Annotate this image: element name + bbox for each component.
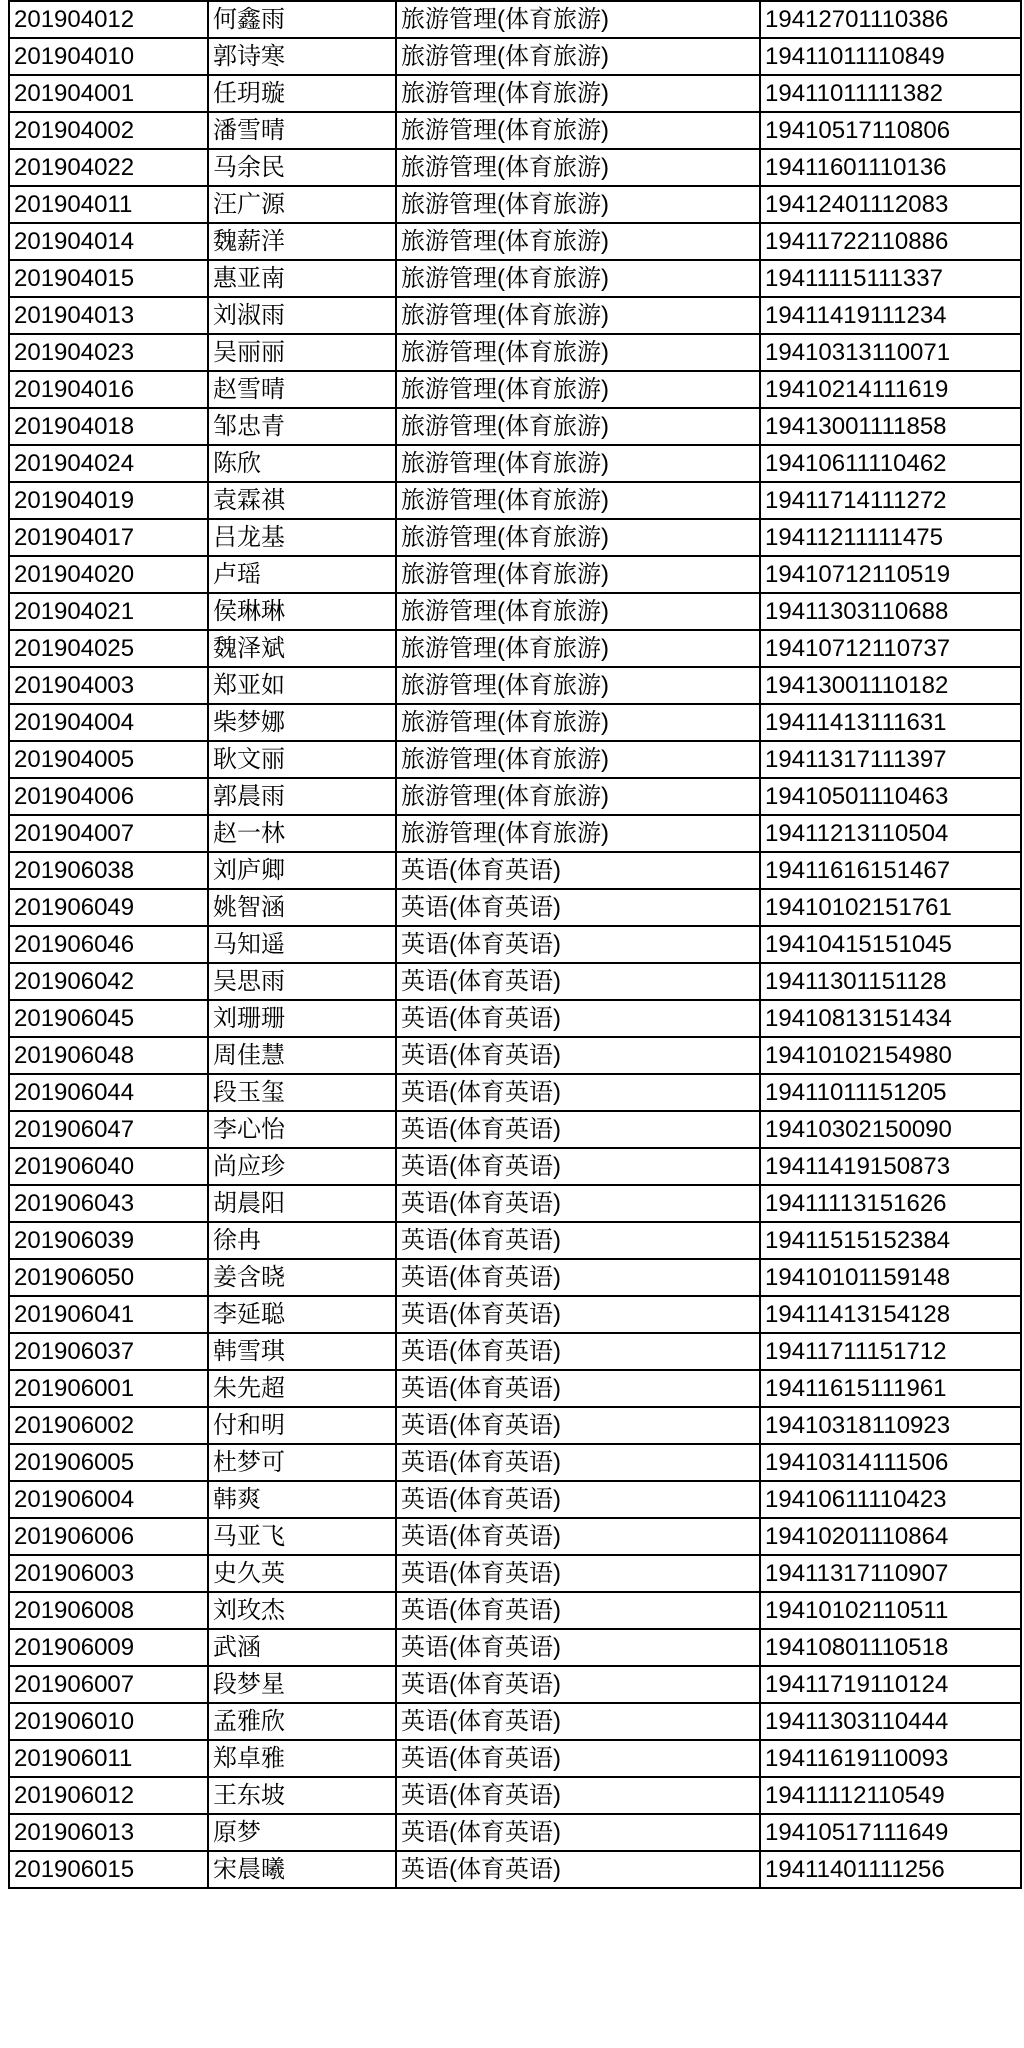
student-name-cell: 武涵 bbox=[208, 1629, 396, 1666]
major-cell: 英语(体育英语) bbox=[396, 1851, 760, 1888]
student-id-cell: 201906001 bbox=[9, 1370, 208, 1407]
major-cell: 英语(体育英语) bbox=[396, 1259, 760, 1296]
exam-number-cell: 19412401112083 bbox=[760, 186, 1021, 223]
exam-number-cell: 19411722110886 bbox=[760, 223, 1021, 260]
student-id-cell: 201904004 bbox=[9, 704, 208, 741]
exam-number-cell: 19411303110688 bbox=[760, 593, 1021, 630]
exam-number-cell: 19411317111397 bbox=[760, 741, 1021, 778]
student-name-cell: 姜含晓 bbox=[208, 1259, 396, 1296]
major-cell: 英语(体育英语) bbox=[396, 1666, 760, 1703]
table-row bbox=[9, 1666, 1021, 1703]
major-cell: 英语(体育英语) bbox=[396, 889, 760, 926]
student-name-cell: 孟雅欣 bbox=[208, 1703, 396, 1740]
exam-number-cell: 19411211111475 bbox=[760, 519, 1021, 556]
major-cell: 英语(体育英语) bbox=[396, 1370, 760, 1407]
major-cell: 英语(体育英语) bbox=[396, 1777, 760, 1814]
student-id-cell: 201904005 bbox=[9, 741, 208, 778]
exam-number-cell: 19411011110849 bbox=[760, 38, 1021, 75]
major-cell: 英语(体育英语) bbox=[396, 1814, 760, 1851]
major-cell: 英语(体育英语) bbox=[396, 1185, 760, 1222]
major-cell: 旅游管理(体育旅游) bbox=[396, 741, 760, 778]
exam-number-cell: 19411115111337 bbox=[760, 260, 1021, 297]
student-name-cell: 杜梦可 bbox=[208, 1444, 396, 1481]
major-cell: 旅游管理(体育旅游) bbox=[396, 519, 760, 556]
exam-number-cell: 19410101159148 bbox=[760, 1259, 1021, 1296]
exam-number-cell: 19411711151712 bbox=[760, 1333, 1021, 1370]
student-id-cell: 201906047 bbox=[9, 1111, 208, 1148]
major-cell: 旅游管理(体育旅游) bbox=[396, 704, 760, 741]
major-cell: 英语(体育英语) bbox=[396, 1444, 760, 1481]
table-row bbox=[9, 778, 1021, 815]
exam-number-cell: 19411401111256 bbox=[760, 1851, 1021, 1888]
exam-number-cell: 19410611110423 bbox=[760, 1481, 1021, 1518]
student-name-cell: 韩爽 bbox=[208, 1481, 396, 1518]
student-name-cell: 韩雪琪 bbox=[208, 1333, 396, 1370]
student-id-cell: 201906039 bbox=[9, 1222, 208, 1259]
major-cell: 旅游管理(体育旅游) bbox=[396, 297, 760, 334]
exam-number-cell: 19411317110907 bbox=[760, 1555, 1021, 1592]
student-name-cell: 朱先超 bbox=[208, 1370, 396, 1407]
major-cell: 英语(体育英语) bbox=[396, 1740, 760, 1777]
table-row bbox=[9, 75, 1021, 112]
major-cell: 英语(体育英语) bbox=[396, 926, 760, 963]
major-cell: 旅游管理(体育旅游) bbox=[396, 75, 760, 112]
exam-number-cell: 19411113151626 bbox=[760, 1185, 1021, 1222]
exam-number-cell: 19411011111382 bbox=[760, 75, 1021, 112]
student-id-cell: 201904019 bbox=[9, 482, 208, 519]
table-row bbox=[9, 1111, 1021, 1148]
major-cell: 英语(体育英语) bbox=[396, 1333, 760, 1370]
exam-number-cell: 19410314111506 bbox=[760, 1444, 1021, 1481]
table-row bbox=[9, 445, 1021, 482]
major-cell: 英语(体育英语) bbox=[396, 963, 760, 1000]
student-name-cell: 卢瑶 bbox=[208, 556, 396, 593]
exam-number-cell: 19410501110463 bbox=[760, 778, 1021, 815]
table-row bbox=[9, 223, 1021, 260]
student-id-cell: 201904006 bbox=[9, 778, 208, 815]
major-cell: 旅游管理(体育旅游) bbox=[396, 445, 760, 482]
exam-number-cell: 19411601110136 bbox=[760, 149, 1021, 186]
roster-body bbox=[9, 1, 1021, 1888]
exam-number-cell: 19410611110462 bbox=[760, 445, 1021, 482]
exam-number-cell: 19413001110182 bbox=[760, 667, 1021, 704]
table-row bbox=[9, 38, 1021, 75]
major-cell: 英语(体育英语) bbox=[396, 1296, 760, 1333]
table-row bbox=[9, 1185, 1021, 1222]
major-cell: 旅游管理(体育旅游) bbox=[396, 371, 760, 408]
student-name-cell: 段玉玺 bbox=[208, 1074, 396, 1111]
student-id-cell: 201906043 bbox=[9, 1185, 208, 1222]
table-row bbox=[9, 1000, 1021, 1037]
major-cell: 英语(体育英语) bbox=[396, 1592, 760, 1629]
table-row bbox=[9, 112, 1021, 149]
table-row bbox=[9, 1592, 1021, 1629]
table-row bbox=[9, 852, 1021, 889]
table-row bbox=[9, 1, 1021, 38]
major-cell: 英语(体育英语) bbox=[396, 1148, 760, 1185]
student-id-cell: 201904014 bbox=[9, 223, 208, 260]
student-name-cell: 袁霖祺 bbox=[208, 482, 396, 519]
table-row bbox=[9, 149, 1021, 186]
student-name-cell: 郑亚如 bbox=[208, 667, 396, 704]
student-id-cell: 201906048 bbox=[9, 1037, 208, 1074]
student-name-cell: 汪广源 bbox=[208, 186, 396, 223]
exam-number-cell: 19411615111961 bbox=[760, 1370, 1021, 1407]
table-row bbox=[9, 1407, 1021, 1444]
student-id-cell: 201904025 bbox=[9, 630, 208, 667]
exam-number-cell: 19411112110549 bbox=[760, 1777, 1021, 1814]
table-row bbox=[9, 1148, 1021, 1185]
major-cell: 英语(体育英语) bbox=[396, 1037, 760, 1074]
student-name-cell: 刘庐卿 bbox=[208, 852, 396, 889]
student-name-cell: 吴思雨 bbox=[208, 963, 396, 1000]
major-cell: 旅游管理(体育旅游) bbox=[396, 334, 760, 371]
exam-number-cell: 19410302150090 bbox=[760, 1111, 1021, 1148]
student-name-cell: 赵雪晴 bbox=[208, 371, 396, 408]
table-row bbox=[9, 519, 1021, 556]
student-id-cell: 201904024 bbox=[9, 445, 208, 482]
student-roster-table bbox=[8, 0, 1022, 1889]
exam-number-cell: 19410415151045 bbox=[760, 926, 1021, 963]
exam-number-cell: 19410517111649 bbox=[760, 1814, 1021, 1851]
student-name-cell: 何鑫雨 bbox=[208, 1, 396, 38]
table-row bbox=[9, 926, 1021, 963]
table-row bbox=[9, 260, 1021, 297]
table-row bbox=[9, 186, 1021, 223]
student-id-cell: 201906009 bbox=[9, 1629, 208, 1666]
table-row bbox=[9, 1777, 1021, 1814]
student-id-cell: 201906010 bbox=[9, 1703, 208, 1740]
exam-number-cell: 19410313110071 bbox=[760, 334, 1021, 371]
table-row bbox=[9, 482, 1021, 519]
exam-number-cell: 19411413154128 bbox=[760, 1296, 1021, 1333]
student-id-cell: 201906049 bbox=[9, 889, 208, 926]
major-cell: 英语(体育英语) bbox=[396, 1222, 760, 1259]
student-id-cell: 201906007 bbox=[9, 1666, 208, 1703]
student-id-cell: 201904007 bbox=[9, 815, 208, 852]
major-cell: 旅游管理(体育旅游) bbox=[396, 556, 760, 593]
exam-number-cell: 19410102151761 bbox=[760, 889, 1021, 926]
student-id-cell: 201904018 bbox=[9, 408, 208, 445]
student-id-cell: 201904022 bbox=[9, 149, 208, 186]
exam-number-cell: 19410712110737 bbox=[760, 630, 1021, 667]
student-id-cell: 201904002 bbox=[9, 112, 208, 149]
student-name-cell: 刘淑雨 bbox=[208, 297, 396, 334]
table-row bbox=[9, 963, 1021, 1000]
exam-number-cell: 19411011151205 bbox=[760, 1074, 1021, 1111]
table-row bbox=[9, 1037, 1021, 1074]
exam-number-cell: 19411714111272 bbox=[760, 482, 1021, 519]
student-name-cell: 李延聪 bbox=[208, 1296, 396, 1333]
student-name-cell: 潘雪晴 bbox=[208, 112, 396, 149]
table-row bbox=[9, 1740, 1021, 1777]
student-id-cell: 201904003 bbox=[9, 667, 208, 704]
exam-number-cell: 19411719110124 bbox=[760, 1666, 1021, 1703]
major-cell: 英语(体育英语) bbox=[396, 1000, 760, 1037]
major-cell: 旅游管理(体育旅游) bbox=[396, 186, 760, 223]
exam-number-cell: 19411419111234 bbox=[760, 297, 1021, 334]
student-name-cell: 陈欣 bbox=[208, 445, 396, 482]
student-name-cell: 刘玫杰 bbox=[208, 1592, 396, 1629]
major-cell: 英语(体育英语) bbox=[396, 1074, 760, 1111]
exam-number-cell: 19411213110504 bbox=[760, 815, 1021, 852]
table-row bbox=[9, 667, 1021, 704]
student-name-cell: 付和明 bbox=[208, 1407, 396, 1444]
student-id-cell: 201904021 bbox=[9, 593, 208, 630]
student-id-cell: 201906046 bbox=[9, 926, 208, 963]
student-name-cell: 魏泽斌 bbox=[208, 630, 396, 667]
student-id-cell: 201906003 bbox=[9, 1555, 208, 1592]
student-id-cell: 201904001 bbox=[9, 75, 208, 112]
major-cell: 旅游管理(体育旅游) bbox=[396, 38, 760, 75]
student-name-cell: 马余民 bbox=[208, 149, 396, 186]
table-row bbox=[9, 1629, 1021, 1666]
table-row bbox=[9, 630, 1021, 667]
table-row bbox=[9, 593, 1021, 630]
student-id-cell: 201906012 bbox=[9, 1777, 208, 1814]
student-name-cell: 刘珊珊 bbox=[208, 1000, 396, 1037]
table-row bbox=[9, 1518, 1021, 1555]
major-cell: 英语(体育英语) bbox=[396, 1407, 760, 1444]
student-id-cell: 201904013 bbox=[9, 297, 208, 334]
major-cell: 旅游管理(体育旅游) bbox=[396, 482, 760, 519]
exam-number-cell: 19411619110093 bbox=[760, 1740, 1021, 1777]
exam-number-cell: 19411616151467 bbox=[760, 852, 1021, 889]
student-name-cell: 吴丽丽 bbox=[208, 334, 396, 371]
student-id-cell: 201906005 bbox=[9, 1444, 208, 1481]
student-name-cell: 马知遥 bbox=[208, 926, 396, 963]
student-name-cell: 邹忠青 bbox=[208, 408, 396, 445]
student-name-cell: 魏薪洋 bbox=[208, 223, 396, 260]
student-id-cell: 201906040 bbox=[9, 1148, 208, 1185]
student-name-cell: 侯琳琳 bbox=[208, 593, 396, 630]
table-row bbox=[9, 1222, 1021, 1259]
table-row bbox=[9, 556, 1021, 593]
major-cell: 旅游管理(体育旅游) bbox=[396, 778, 760, 815]
exam-number-cell: 19410102110511 bbox=[760, 1592, 1021, 1629]
table-row bbox=[9, 1259, 1021, 1296]
major-cell: 英语(体育英语) bbox=[396, 1111, 760, 1148]
student-id-cell: 201904015 bbox=[9, 260, 208, 297]
student-name-cell: 吕龙基 bbox=[208, 519, 396, 556]
student-id-cell: 201906038 bbox=[9, 852, 208, 889]
major-cell: 英语(体育英语) bbox=[396, 852, 760, 889]
student-id-cell: 201904010 bbox=[9, 38, 208, 75]
table-row bbox=[9, 889, 1021, 926]
major-cell: 英语(体育英语) bbox=[396, 1481, 760, 1518]
exam-number-cell: 19410102154980 bbox=[760, 1037, 1021, 1074]
major-cell: 旅游管理(体育旅游) bbox=[396, 630, 760, 667]
exam-number-cell: 19410318110923 bbox=[760, 1407, 1021, 1444]
student-id-cell: 201904017 bbox=[9, 519, 208, 556]
student-name-cell: 赵一林 bbox=[208, 815, 396, 852]
table-row bbox=[9, 1074, 1021, 1111]
exam-number-cell: 19410201110864 bbox=[760, 1518, 1021, 1555]
major-cell: 旅游管理(体育旅游) bbox=[396, 112, 760, 149]
major-cell: 旅游管理(体育旅游) bbox=[396, 408, 760, 445]
student-name-cell: 尚应珍 bbox=[208, 1148, 396, 1185]
student-name-cell: 惠亚南 bbox=[208, 260, 396, 297]
table-row bbox=[9, 1296, 1021, 1333]
table-row bbox=[9, 1481, 1021, 1518]
table-row bbox=[9, 741, 1021, 778]
student-id-cell: 201904016 bbox=[9, 371, 208, 408]
student-name-cell: 姚智涵 bbox=[208, 889, 396, 926]
exam-number-cell: 19413001111858 bbox=[760, 408, 1021, 445]
major-cell: 英语(体育英语) bbox=[396, 1703, 760, 1740]
student-id-cell: 201906004 bbox=[9, 1481, 208, 1518]
student-id-cell: 201906015 bbox=[9, 1851, 208, 1888]
student-name-cell: 宋晨曦 bbox=[208, 1851, 396, 1888]
student-name-cell: 郭晨雨 bbox=[208, 778, 396, 815]
exam-number-cell: 19411419150873 bbox=[760, 1148, 1021, 1185]
exam-number-cell: 19411515152384 bbox=[760, 1222, 1021, 1259]
student-id-cell: 201906037 bbox=[9, 1333, 208, 1370]
student-name-cell: 李心怡 bbox=[208, 1111, 396, 1148]
table-row bbox=[9, 334, 1021, 371]
major-cell: 旅游管理(体育旅游) bbox=[396, 1, 760, 38]
exam-number-cell: 19410801110518 bbox=[760, 1629, 1021, 1666]
student-name-cell: 史久英 bbox=[208, 1555, 396, 1592]
exam-number-cell: 19411303110444 bbox=[760, 1703, 1021, 1740]
major-cell: 旅游管理(体育旅游) bbox=[396, 149, 760, 186]
student-name-cell: 马亚飞 bbox=[208, 1518, 396, 1555]
table-row bbox=[9, 1444, 1021, 1481]
student-name-cell: 耿文丽 bbox=[208, 741, 396, 778]
table-row bbox=[9, 704, 1021, 741]
student-name-cell: 徐冉 bbox=[208, 1222, 396, 1259]
table-row bbox=[9, 1370, 1021, 1407]
major-cell: 旅游管理(体育旅游) bbox=[396, 223, 760, 260]
table-row bbox=[9, 1333, 1021, 1370]
exam-number-cell: 19411301151128 bbox=[760, 963, 1021, 1000]
student-name-cell: 原梦 bbox=[208, 1814, 396, 1851]
exam-number-cell: 19410517110806 bbox=[760, 112, 1021, 149]
student-id-cell: 201904020 bbox=[9, 556, 208, 593]
table-row bbox=[9, 408, 1021, 445]
student-name-cell: 郭诗寒 bbox=[208, 38, 396, 75]
table-row bbox=[9, 1703, 1021, 1740]
student-id-cell: 201906008 bbox=[9, 1592, 208, 1629]
major-cell: 英语(体育英语) bbox=[396, 1629, 760, 1666]
student-name-cell: 胡晨阳 bbox=[208, 1185, 396, 1222]
major-cell: 旅游管理(体育旅游) bbox=[396, 593, 760, 630]
exam-number-cell: 19410214111619 bbox=[760, 371, 1021, 408]
table-row bbox=[9, 1814, 1021, 1851]
student-name-cell: 王东坡 bbox=[208, 1777, 396, 1814]
student-name-cell: 任玥璇 bbox=[208, 75, 396, 112]
major-cell: 英语(体育英语) bbox=[396, 1555, 760, 1592]
student-id-cell: 201906044 bbox=[9, 1074, 208, 1111]
student-name-cell: 柴梦娜 bbox=[208, 704, 396, 741]
major-cell: 英语(体育英语) bbox=[396, 1518, 760, 1555]
student-roster-sheet bbox=[8, 0, 1020, 1889]
student-name-cell: 段梦星 bbox=[208, 1666, 396, 1703]
student-id-cell: 201906002 bbox=[9, 1407, 208, 1444]
student-id-cell: 201906011 bbox=[9, 1740, 208, 1777]
student-id-cell: 201906041 bbox=[9, 1296, 208, 1333]
student-id-cell: 201906050 bbox=[9, 1259, 208, 1296]
student-name-cell: 郑卓雅 bbox=[208, 1740, 396, 1777]
student-id-cell: 201906013 bbox=[9, 1814, 208, 1851]
student-id-cell: 201904012 bbox=[9, 1, 208, 38]
major-cell: 旅游管理(体育旅游) bbox=[396, 667, 760, 704]
table-row bbox=[9, 1555, 1021, 1592]
exam-number-cell: 19410813151434 bbox=[760, 1000, 1021, 1037]
exam-number-cell: 19411413111631 bbox=[760, 704, 1021, 741]
table-row bbox=[9, 1851, 1021, 1888]
table-row bbox=[9, 297, 1021, 334]
student-id-cell: 201906045 bbox=[9, 1000, 208, 1037]
exam-number-cell: 19412701110386 bbox=[760, 1, 1021, 38]
student-id-cell: 201904023 bbox=[9, 334, 208, 371]
table-row bbox=[9, 371, 1021, 408]
student-id-cell: 201906042 bbox=[9, 963, 208, 1000]
exam-number-cell: 19410712110519 bbox=[760, 556, 1021, 593]
major-cell: 旅游管理(体育旅游) bbox=[396, 260, 760, 297]
student-id-cell: 201906006 bbox=[9, 1518, 208, 1555]
table-row bbox=[9, 815, 1021, 852]
major-cell: 旅游管理(体育旅游) bbox=[396, 815, 760, 852]
student-name-cell: 周佳慧 bbox=[208, 1037, 396, 1074]
student-id-cell: 201904011 bbox=[9, 186, 208, 223]
